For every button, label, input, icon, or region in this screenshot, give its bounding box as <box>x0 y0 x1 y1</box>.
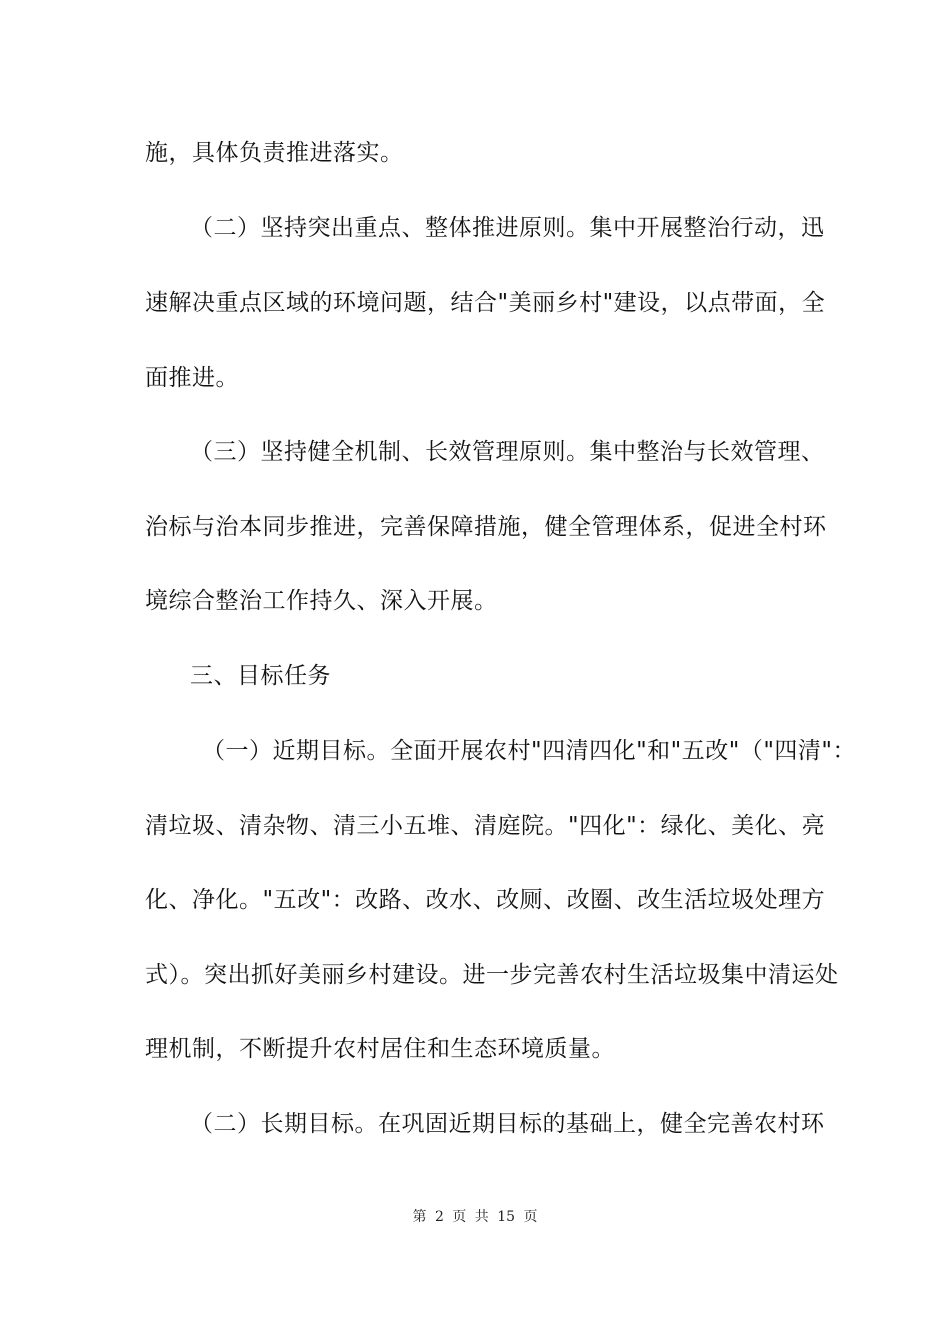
text-line: 化、净化。"五改"：改路、改水、改厕、改圈、改生活垃圾处理方 <box>145 887 826 913</box>
text-line: （一）近期目标。全面开展农村"四清四化"和"五改"（"四清"： <box>202 738 856 764</box>
text-line: 施，具体负责推进落实。 <box>145 140 404 166</box>
text-line: （二）坚持突出重点、整体推进原则。集中开展整治行动，迅 <box>190 215 825 241</box>
text-line: 式）。突出抓好美丽乡村建设。进一步完善农村生活垃圾集中清运处 <box>145 962 839 988</box>
text-line: 清垃圾、清杂物、清三小五堆、清庭院。"四化"：绿化、美化、亮 <box>145 813 826 839</box>
text-line: （三）坚持健全机制、长效管理原则。集中整治与长效管理、 <box>190 439 825 465</box>
text-line: 理机制，不断提升农村居住和生态环境质量。 <box>145 1036 615 1062</box>
text-line: 面推进。 <box>145 365 239 391</box>
text-line: 治标与治本同步推进，完善保障措施，健全管理体系，促进全村环 <box>145 514 827 540</box>
text-line: 速解决重点区域的环境问题，结合"美丽乡村"建设，以点带面，全 <box>145 290 826 316</box>
page-footer: 第 2 页 共 15 页 <box>412 1209 538 1225</box>
text-line: 境综合整治工作持久、深入开展。 <box>145 588 498 614</box>
section-heading: 三、目标任务 <box>190 663 331 689</box>
text-line: （二）长期目标。在巩固近期目标的基础上，健全完善农村环 <box>190 1111 825 1137</box>
